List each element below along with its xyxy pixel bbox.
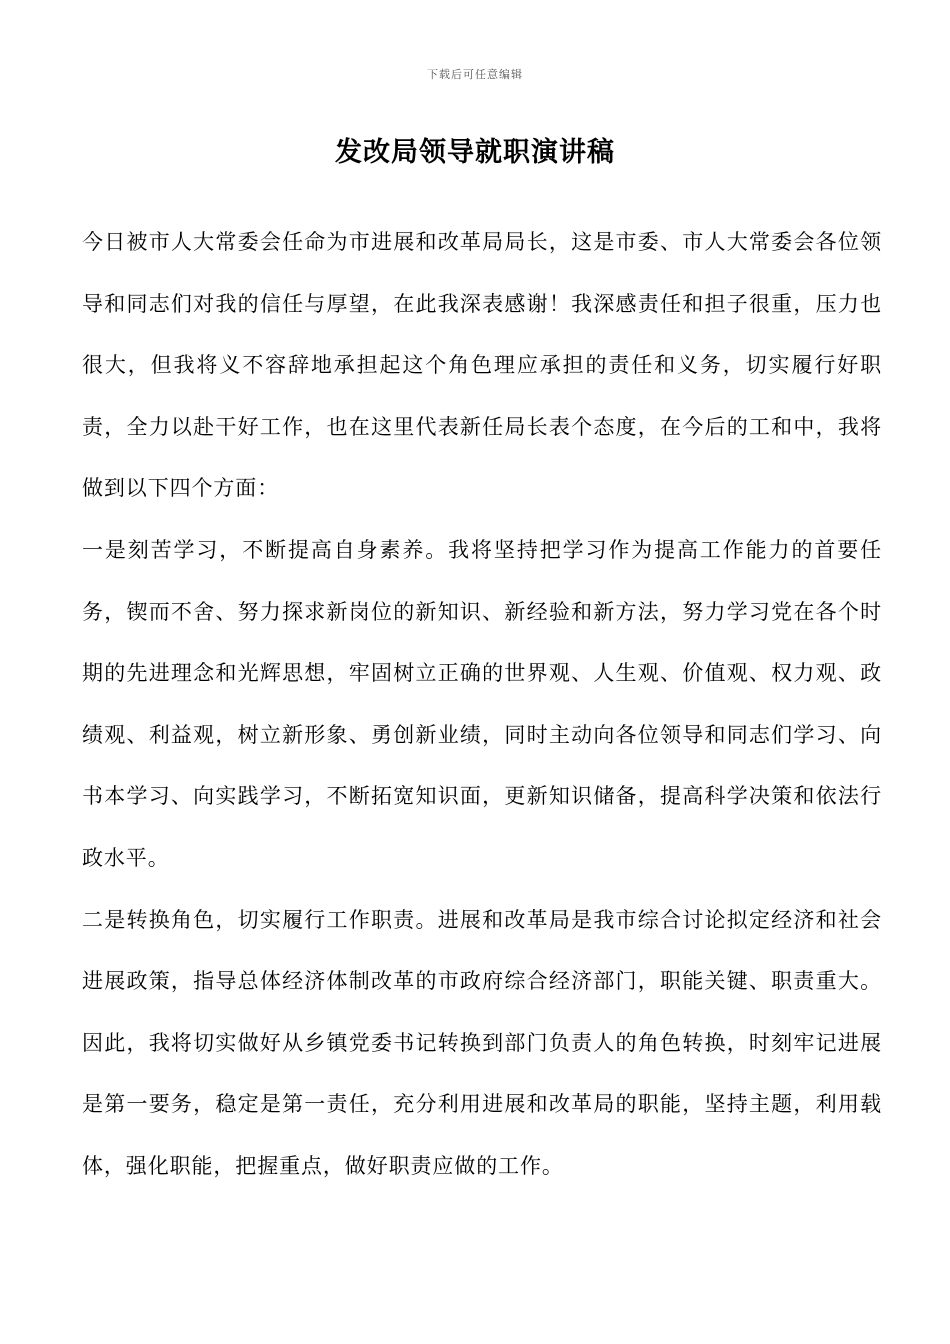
paragraph-intro: 今日被市人大常委会任命为市进展和改革局局长，这是市委、市人大常委会各位领导和同志们对我的信任与厚望，在此我深表感谢！我深感责任和担子很重，压力也很大，但我将义不容辞地承担起这个角色理应承担的责任和义务，切实履行好职责，全力以赴干好工作，也在这里代表新任局长表个态度，在今后的工和中，我将做到以下四个方面： bbox=[82, 230, 882, 501]
document-body bbox=[82, 212, 882, 1198]
paragraph-role: 二是转换角色，切实履行工作职责。进展和改革局是我市综合讨论拟定经济和社会进展政策，指导总体经济体制改革的市政府综合经济部门，职能关键、职责重大。因此，我将切实做好从乡镇党委书记转换到部门负责人的角色转换，时刻牢记进展是第一要务，稳定是第一责任，充分利用进展和改革局的职能，坚持主题，利用载体，强化职能，把握重点，做好职责应做的工作。 bbox=[82, 907, 882, 1178]
header-note: 下载后可任意编辑 bbox=[427, 68, 523, 81]
document-title: 发改局领导就职演讲稿 bbox=[335, 137, 615, 168]
paragraph-study: 一是刻苦学习，不断提高自身素养。我将坚持把学习作为提高工作能力的首要任务，锲而不舍、努力探求新岗位的新知识、新经验和新方法，努力学习党在各个时期的先进理念和光辉思想，牢固树立正确的世界观、人生观、价值观、权力观、政绩观、利益观，树立新形象、勇创新业绩，同时主动向各位领导和同志们学习、向书本学习、向实践学习，不断拓宽知识面，更新知识储备，提高科学决策和依法行政水平。 bbox=[82, 537, 882, 870]
